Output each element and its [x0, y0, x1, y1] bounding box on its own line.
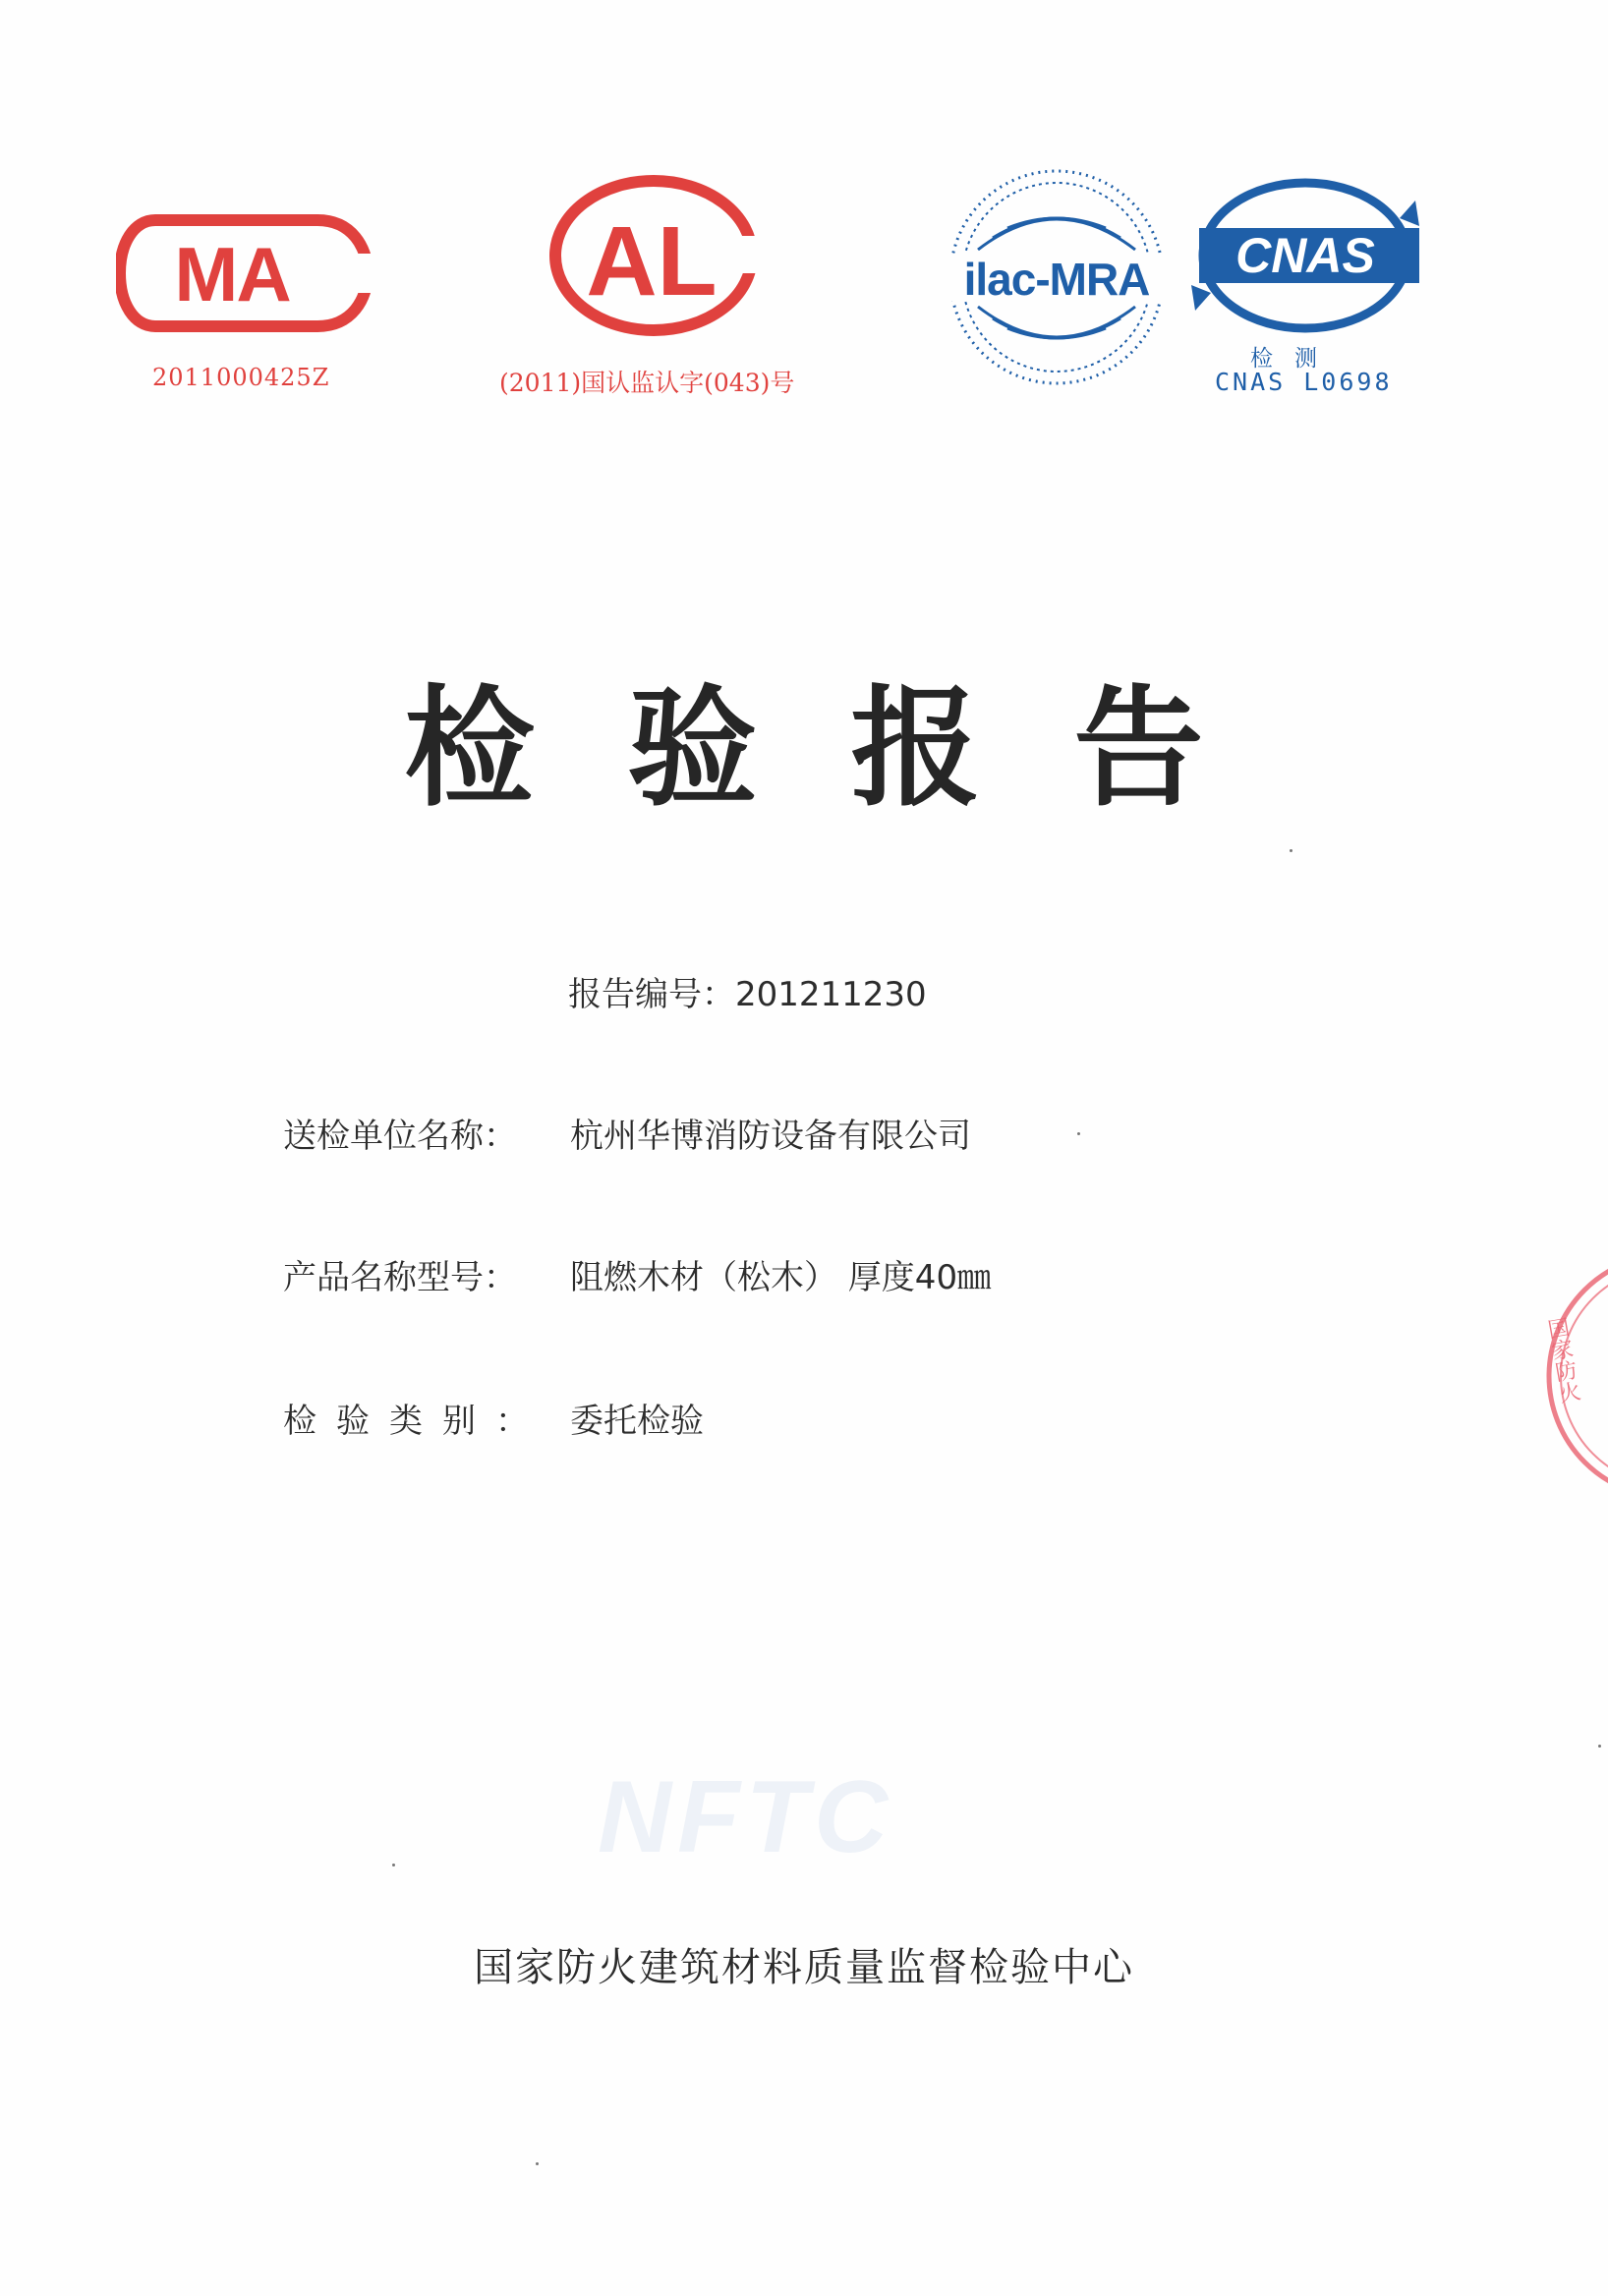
svg-text:AL: AL — [586, 206, 718, 316]
field-label: 送检单位名称： — [283, 1117, 517, 1156]
report-title — [0, 644, 1608, 831]
title-char: 检 — [404, 672, 535, 825]
nftc-watermark: NFTC — [598, 1760, 894, 1874]
scan-speck — [1077, 1132, 1080, 1135]
title-char: 报 — [850, 672, 981, 825]
report-number-label: 报告编号： — [568, 975, 735, 1014]
report-number: 201211230 — [735, 975, 927, 1014]
issuer-name: 国家防火建筑材料质量监督检验中心 — [474, 1945, 1134, 1990]
cma-mark-icon — [116, 204, 372, 342]
scan-speck — [1598, 1745, 1601, 1748]
scan-speck — [392, 1864, 395, 1866]
cnas-number: CNAS L0698 — [1215, 368, 1393, 396]
cnas-label: 检测 — [1250, 346, 1339, 372]
title-char: 验 — [627, 672, 758, 825]
scan-speck — [536, 2162, 539, 2165]
field-value: 杭州华博消防设备有限公司 — [570, 1117, 971, 1156]
ilac-mra-icon — [939, 159, 1175, 395]
field-row-product — [283, 1250, 991, 1298]
cnas-mark-icon — [1189, 169, 1425, 336]
cal-number: (2011)国认监认字(043)号 — [499, 369, 795, 397]
cma-number: 2011000425Z — [152, 364, 330, 391]
field-row-type — [283, 1394, 704, 1442]
svg-text:ilac-MRA: ilac-MRA — [963, 254, 1150, 305]
field-value: 阻燃木材（松木） 厚度40㎜ — [570, 1258, 992, 1297]
scan-speck — [1290, 849, 1292, 852]
field-label: 检验类别： — [283, 1402, 548, 1441]
cal-mark-icon — [546, 169, 772, 336]
seal-text: 国家防火 — [1542, 1315, 1582, 1406]
field-row-unit — [283, 1109, 971, 1157]
field-value: 委托检验 — [570, 1402, 704, 1441]
title-char: 告 — [1073, 672, 1204, 825]
svg-text:CNAS: CNAS — [1235, 228, 1375, 283]
report-number-line — [568, 967, 927, 1015]
svg-text:MA: MA — [174, 231, 290, 317]
field-label: 产品名称型号： — [283, 1258, 517, 1297]
